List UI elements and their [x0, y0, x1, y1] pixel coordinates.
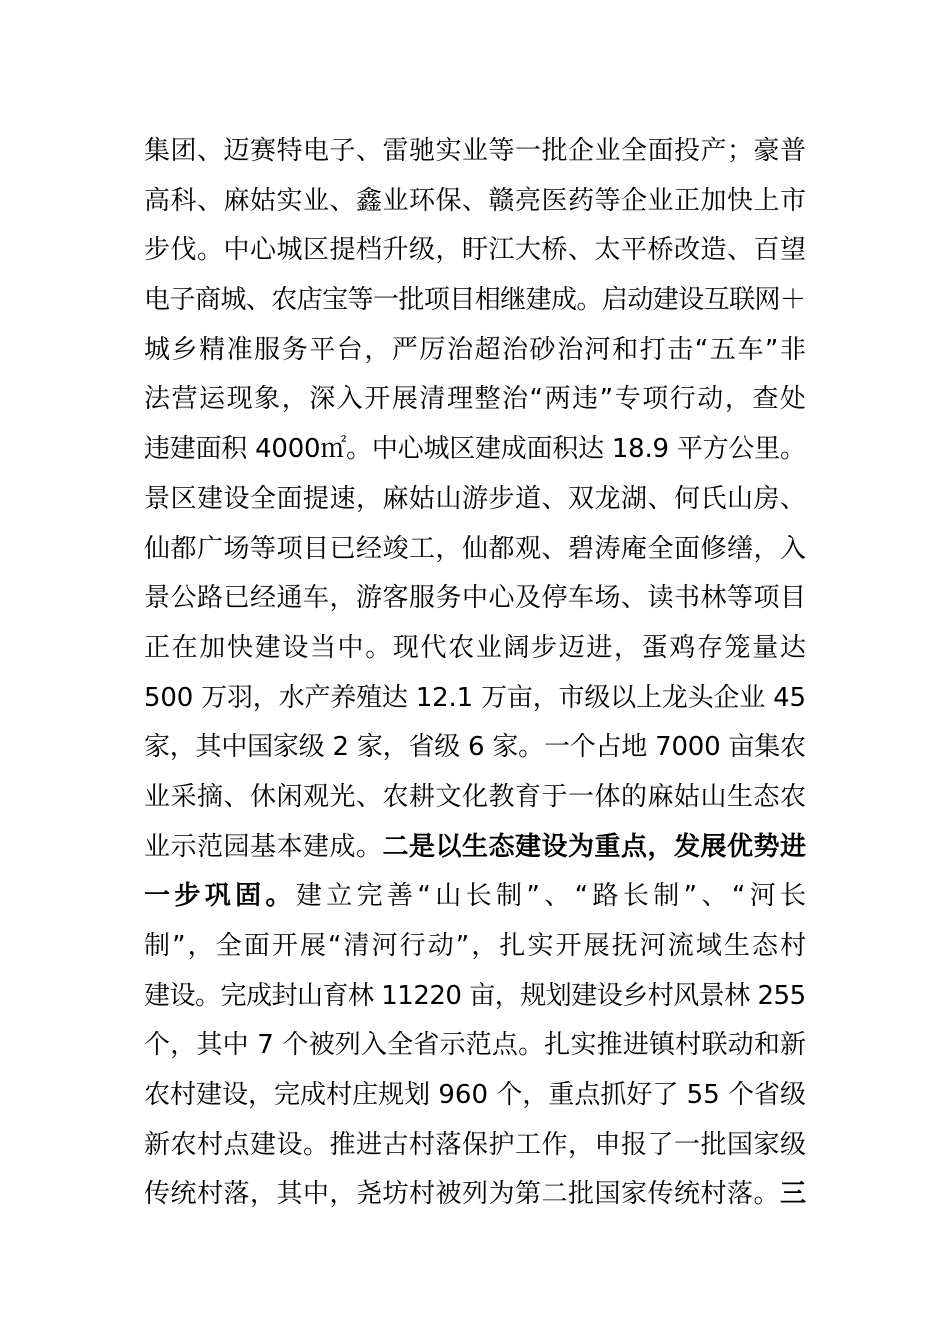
text-line — [144, 1071, 824, 1121]
text-run: 农村建设，完成村庄规划 960 个，重点抓好了 55 个省级 — [144, 1080, 807, 1111]
text-run: 电子商城、农店宝等一批项目相继建成。启动建设互联网＋ — [144, 285, 806, 316]
text-run: 步伐。中心城区提档升级，盱江大桥、太平桥改造、百望 — [144, 235, 807, 266]
text-run: 仙都广场等项目已经竣工，仙都观、碧涛庵全面修缮，入 — [144, 533, 807, 564]
text-run: 景公路已经通车，游客服务中心及停车场、读书林等项目 — [144, 583, 807, 614]
text-run: 景区建设全面提速，麻姑山游步道、双龙湖、何氏山房、 — [144, 483, 807, 514]
text-line — [144, 1021, 824, 1071]
text-line — [144, 127, 824, 177]
text-line — [144, 773, 824, 823]
text-line — [144, 674, 824, 724]
text-run: 个，其中 7 个被列入全省示范点。扎实推进镇村联动和新 — [144, 1030, 807, 1061]
text-run: 法营运现象，深入开展清理整治“两违”专项行动，查处 — [144, 384, 808, 415]
bold-text-run: 三 — [780, 1179, 807, 1210]
text-run: 城乡精准服务平台，严厉治超治砂治河和打击“五车”非 — [144, 334, 808, 365]
bold-text-run: 二是以生态建设为重点，发展优势进 — [382, 831, 807, 862]
text-run: 业示范园基本建成。 — [144, 831, 383, 862]
text-line — [144, 872, 824, 922]
text-line — [144, 375, 824, 425]
text-run: 家，其中国家级 2 家，省级 6 家。一个占地 7000 亩集农 — [144, 732, 806, 763]
text-line — [144, 624, 824, 674]
text-run: 高科、麻姑实业、鑫业环保、赣亮医药等企业正加快上市 — [144, 185, 807, 216]
text-run: 正在加快建设当中。现代农业阔步迈进，蛋鸡存笼量达 — [144, 632, 808, 663]
text-line — [144, 525, 824, 575]
text-line — [144, 823, 824, 873]
text-run: 建设。完成封山育林 11220 亩，规划建设乡村风景林 255 — [144, 980, 806, 1011]
text-run: 传统村落，其中，尧坊村被列为第二批国家传统村落。 — [144, 1179, 781, 1210]
text-run: 建立完善“山长制”、“路长制”、“河长 — [295, 881, 811, 912]
bold-text-run: 一步巩固。 — [144, 881, 296, 912]
text-line — [144, 425, 824, 475]
text-run: 违建面积 4000㎡。中心城区建成面积达 18.9 平方公里。 — [144, 434, 806, 465]
text-run: 业采摘、休闲观光、农耕文化教育于一体的麻姑山生态农 — [144, 781, 807, 812]
text-line — [144, 177, 824, 227]
text-run: 集团、迈赛特电子、雷驰实业等一批企业全面投产；豪普 — [144, 136, 807, 166]
text-line — [144, 276, 824, 326]
text-line — [144, 326, 824, 376]
body-paragraph — [144, 127, 824, 1220]
text-line — [144, 1170, 824, 1220]
text-line — [144, 574, 824, 624]
text-run: 新农村点建设。推进古村落保护工作，申报了一批国家级 — [144, 1129, 807, 1160]
text-line — [144, 723, 824, 773]
text-line — [144, 972, 824, 1022]
text-line — [144, 922, 824, 972]
text-line — [144, 226, 824, 276]
text-run: 制”，全面开展“清河行动”，扎实开展抚河流域生态村 — [144, 931, 809, 961]
text-line — [144, 475, 824, 525]
text-line — [144, 1121, 824, 1171]
text-run: 500 万羽，水产养殖达 12.1 万亩，市级以上龙头企业 45 — [144, 682, 806, 713]
